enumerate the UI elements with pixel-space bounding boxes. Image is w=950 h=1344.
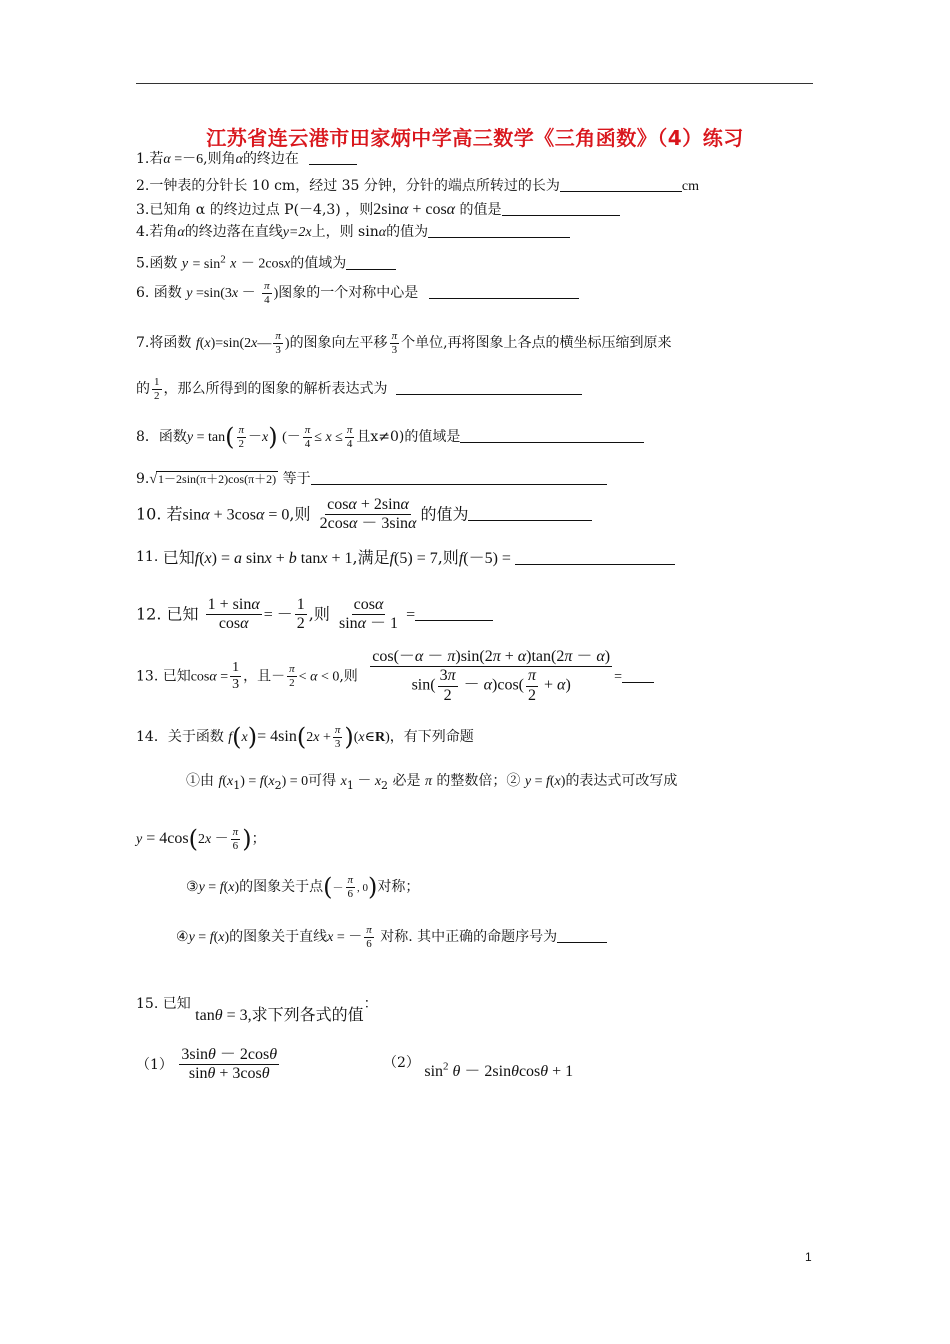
answer-blank[interactable] xyxy=(502,201,620,216)
question-15: 15. 已知 tanθ = 3,求下列各式的值： xyxy=(136,996,378,1024)
answer-blank[interactable] xyxy=(415,606,493,621)
question-13: 13. 已知cosα = $\frac{1}{3}$ ，且－ $\frac{\pi}{2}$ < α < 0,则 cos(－α － π)sin(2π + α)tan(2π － α) sin( $\frac{3\pi}{2}$ － α)cos( $\frac{\pi}{2}$ + α) = xyxy=(136,648,654,705)
answer-blank[interactable] xyxy=(429,284,579,299)
question-5: 5.函数 $y = \sin^2 x - 2\cos x$的值域为 xyxy=(136,252,396,274)
answer-blank[interactable] xyxy=(396,380,582,395)
question-14: 14．关于函数 f(x)= 4sin(2x + $\frac{\pi}{3}$ )(x∈R)，有下列命题 xyxy=(136,723,474,752)
question-3: 3.已知角 α 的终边过点 P(－4,3) ，则2sinα + cosα 的值是 xyxy=(136,200,620,221)
answer-blank[interactable] xyxy=(560,177,682,192)
question-9: 9.√1－2sin(π＋2)cos(π＋2) 等于 xyxy=(136,470,607,489)
question-6: 6. 函数 y =sin(3x － $\frac{\pi}{4}$ )图象的一个对称中心是 xyxy=(136,280,579,306)
question-7: 7.将函数 f(x)=sin(2x— $\frac{\pi}{3}$ )的图象向左平移 $\frac{\pi}{3}$ 个单位,再将图象上各点的横坐标压缩到原来 xyxy=(136,330,672,356)
answer-blank[interactable] xyxy=(311,470,607,485)
question-14-prop3: ③y = f(x)的图象关于点(－ $\frac{\pi}{6}$ , 0)对称； xyxy=(186,873,420,902)
question-1: 1.若α =－6,则角α的终边在 xyxy=(136,150,357,169)
question-10: 10. 若sinα + 3cosα = 0,则 $\frac{\cos\alpha + 2\sin\alpha}{2\cos\alpha - 3\sin\alpha}$ 的值为 xyxy=(136,496,592,534)
question-8: 8．函数y = tan( $\frac{\pi}{2}$ －x) (－ $\frac{\pi}{4}$ ≤ x ≤ $\frac{\pi}{4}$ 且x≠0)的值域是 xyxy=(136,424,644,450)
question-14-prop1: ①由 $f(x_1) = f(x_2) = 0$可得 $x_1 - x_2$ 必是 π 的整数倍；② y = f(x)的表达式可改写成 xyxy=(186,773,678,792)
answer-blank[interactable] xyxy=(428,223,570,238)
header-rule xyxy=(136,83,813,84)
answer-blank[interactable] xyxy=(346,255,396,270)
question-12: 12. 已知 $\frac{1 + \sin\alpha}{\cos\alpha}$ = － $\frac{1}{2}$ ,则 $\frac{\cos\alpha}{\sin\alpha - 1}$ = xyxy=(136,596,493,634)
answer-blank[interactable] xyxy=(515,550,675,565)
question-15-part2: （2） $\sin^2 \theta - 2\sin\theta\cos\theta + 1$ xyxy=(383,1055,574,1081)
question-11: 11. 已知f(x) = a sinx + b tanx + 1,满足f(5) = 7,则f(－5) = xyxy=(136,548,675,570)
page-title: 江苏省连云港市田家炳中学高三数学《三角函数》（4）练习 xyxy=(206,126,744,150)
question-7-cont: 的 $\frac{1}{2}$ ，那么所得到的图象的解析表达式为 xyxy=(136,376,582,402)
answer-blank[interactable] xyxy=(557,928,607,943)
answer-blank[interactable] xyxy=(622,668,654,683)
answer-blank[interactable] xyxy=(309,150,357,165)
question-2: 2.一钟表的分针长 10 cm，经过 35 分钟，分针的端点所转过的长为 cm xyxy=(136,178,700,194)
question-14-prop4: ④y = f(x)的图象关于直线x = － $\frac{\pi}{6}$ 对称. 其中正确的命题序号为 xyxy=(176,924,607,950)
question-4: 4.若角α的终边落在直线y=2x上，则 sinα的值为 xyxy=(136,223,570,242)
answer-blank[interactable] xyxy=(468,506,592,521)
question-14-prop2: y = 4cos(2x － $\frac{\pi}{6}$ )； xyxy=(136,825,266,854)
page-number: 1 xyxy=(805,1250,812,1264)
question-15-part1: （1） $\frac{3\sin\theta - 2\cos\theta}{\sin\theta + 3\cos\theta}$ xyxy=(136,1046,278,1083)
answer-blank[interactable] xyxy=(460,428,644,443)
